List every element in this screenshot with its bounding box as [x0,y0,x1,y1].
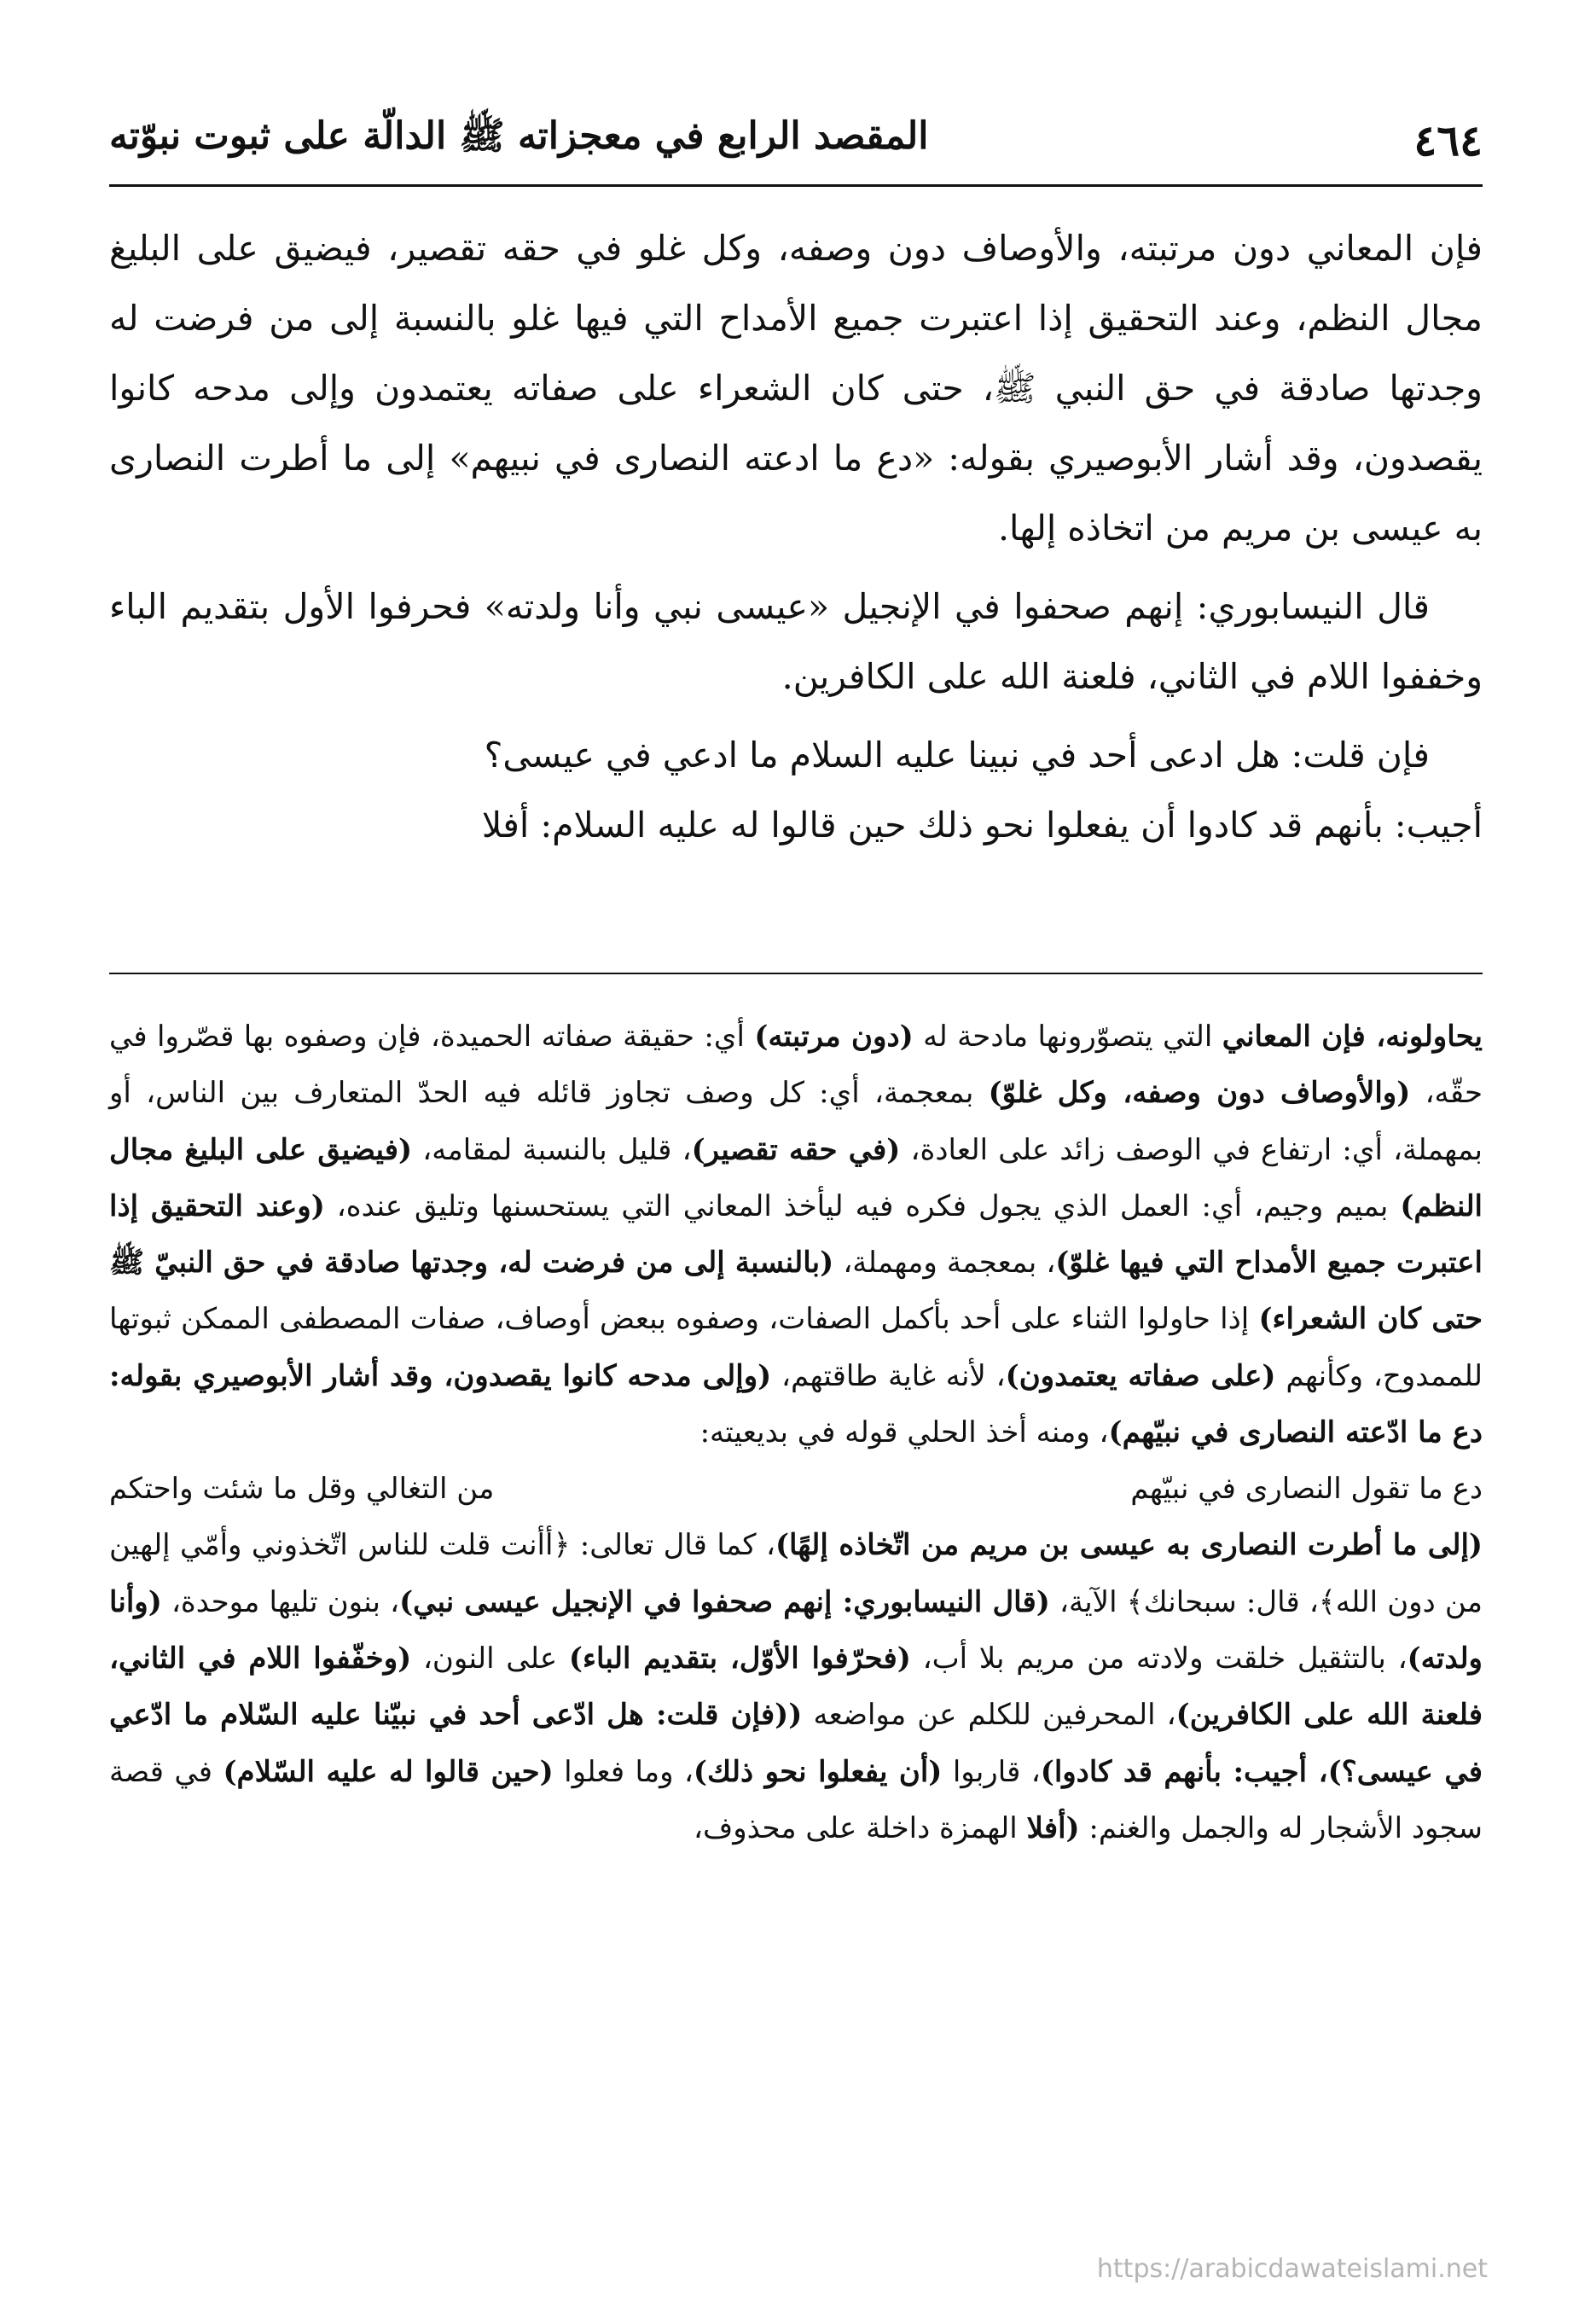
watermark-url: https://arabicdawateislami.net [1096,2254,1488,2284]
commentary-text: ، بنون تليها موحدة، [161,1584,400,1619]
quoted-text: (إلى ما أطرت النصارى به عيسى بن مريم من اتّخاذه إلهًا) [775,1528,1483,1563]
quoted-text: (وعند التحقيق إذا اعتبرت جميع الأمداح التي فيها غلوّ) [109,1188,1483,1281]
commentary-text: ، المحرفين للكلم عن مواضعه [802,1698,1176,1733]
quoted-text: (حين قالوا له عليه السّلام) [223,1754,554,1789]
commentary-text: إذا حاولوا الثناء على أحد بأكمل الصفات، وصفوه ببعض أوصاف، صفات المصطفى الممكن ثبوتها للممدوح، وكأنهم [109,1302,1483,1393]
quoted-text: (على صفاته يعتمدون) [1005,1358,1276,1393]
quoted-text: (فحرّفوا الأوّل، بتقديم الباء) [568,1641,911,1676]
quoted-text: (قال النيسابوري: إنهم صحفوا في الإنجيل عيسى نبي) [399,1584,1050,1619]
main-text [109,213,1483,860]
commentary-text: ، وما فعلوا [553,1754,694,1789]
commentary-text: التي يتصوّرونها مادحة له [913,1020,1222,1054]
quoted-text: (دون مرتبته) [754,1020,914,1054]
quoted-text: ، أجيب: بأنهم قد كادوا) [1040,1754,1328,1789]
quoted-text: (أن يفعلوا نحو ذلك) [693,1754,943,1789]
quoted-text: (وإلى مدحه كانوا يقصدون، وقد أشار الأبوصيري بقوله: دع ما ادّعته النصارى في نبيّهم) [109,1358,1483,1450]
quoted-text: (فيضيق على البليغ مجال النظم) [109,1132,1483,1223]
footnote-divider [109,973,1483,974]
page-number: ٤٦٤ [1413,114,1483,166]
commentary-text: ، كما قال تعالى: ﴿أأنت قلت للناس اتّخذوني وأمّي إلهين من دون الله﴾، قال: سبحانك﴾ الآية، [109,1528,1483,1619]
commentary-text: ، قاربوا [942,1754,1041,1789]
quoted-text: يحاولونه، فإن المعاني [1222,1020,1483,1054]
quoted-text: (بالنسبة إلى من فرضت له، وجدتها صادقة في حق النبيّ ﷺ حتى كان الشعراء) [109,1246,1483,1337]
commentary-text: ، بمعجمة ومهملة، [833,1246,1056,1281]
commentary-text: ، قليل بالنسبة لمقامه، [412,1132,692,1167]
quoted-text: (وأنا ولدته) [109,1584,1483,1676]
verse-first-hemistich: دع ما تقول النصارى في نبيّهم [1130,1472,1483,1507]
quoted-text: (والأوصاف دون وصفه، وكل غلوّ) [988,1076,1411,1111]
commentary-text: ، لأنه غاية طاقتهم، [771,1358,1006,1393]
commentary-paragraph-1 [109,1008,1483,1461]
header-rule [109,184,1483,187]
commentary-text: أي: حقيقة صفاته الحميدة، فإن وصفوه بها قصّروا في حقّه، [109,1020,1483,1111]
running-head [109,109,1483,171]
commentary-text: بمعجمة، أي: كل وصف تجاوز قائله فيه الحدّ المتعارف بين الناس، أو بمهملة، أي: ارتفاع في الوصف زائد على العادة، [109,1076,1483,1167]
commentary-paragraph-2 [109,1517,1483,1856]
verse-second-hemistich: من التغالي وقل ما شئت واحتكم [109,1472,495,1507]
quoted-text: (في حقه تقصير) [691,1132,901,1167]
main-paragraph-3: فإن قلت: هل ادعى أحد في نبينا عليه السلام ما ادعي في عيسى؟ [484,735,1430,776]
quoted-text: (أفلا [1026,1810,1080,1845]
commentary-text: الهمزة داخلة على محذوف، [693,1810,1027,1845]
commentary-text: ، بالتثقيل خلقت ولادته من مريم بلا أب، [910,1641,1408,1676]
header-title: المقصد الرابع في معجزاته ﷺ الدالّة على ثبوت نبوّته [109,114,929,158]
commentary-text: في قصة سجود الأشجار له والجمل والغنم: [109,1754,1483,1845]
commentary-text: ، ومنه أخذ الحلي قوله في بديعيته: [699,1415,1109,1450]
commentary-text: بميم وجيم، أي: العمل الذي يجول فكره فيه ليأخذ المعاني التي يستحسنها وتليق عنده، [324,1188,1401,1223]
commentary-text: على النون، [411,1641,569,1676]
quoted-text: ((فإن قلت: هل ادّعى أحد في نبيّنا عليه السّلام ما ادّعي في عيسى؟) [109,1698,1483,1789]
main-paragraph-1: فإن المعاني دون مرتبته، والأوصاف دون وصفه، وكل غلو في حقه تقصير، فيضيق على البليغ مجال النظم، وعند التحقيق إذا اعتبرت جميع الأمداح التي فيها غلو بالنسبة إلى من فرضت له وجدتها صادقة في حق النبي ﷺ، حتى كان الشعراء على صفاته يعتمدون وإلى مدحه كانوا يقصدون، وقد أشار الأبوصيري بقوله: «دع ما ادعته النصارى في نبيهم» إلى ما أطرت النصارى به عيسى بن مريم من اتخاذه إلها. [109,228,1483,549]
main-paragraph-4: أجيب: بأنهم قد كادوا أن يفعلوا نحو ذلك حين قالوا له عليه السلام: أفلا [481,805,1483,845]
main-paragraph-2: قال النيسابوري: إنهم صحفوا في الإنجيل «عيسى نبي وأنا ولدته» فحرفوا الأول بتقديم الباء وخففوا اللام في الثاني، فلعنة الله على الكافرين. [109,586,1483,697]
quoted-text: (وخفّفوا اللام في الثاني، فلعنة الله على الكافرين) [109,1641,1483,1733]
poetry-verse [109,1461,1483,1517]
commentary [109,1008,1483,1856]
